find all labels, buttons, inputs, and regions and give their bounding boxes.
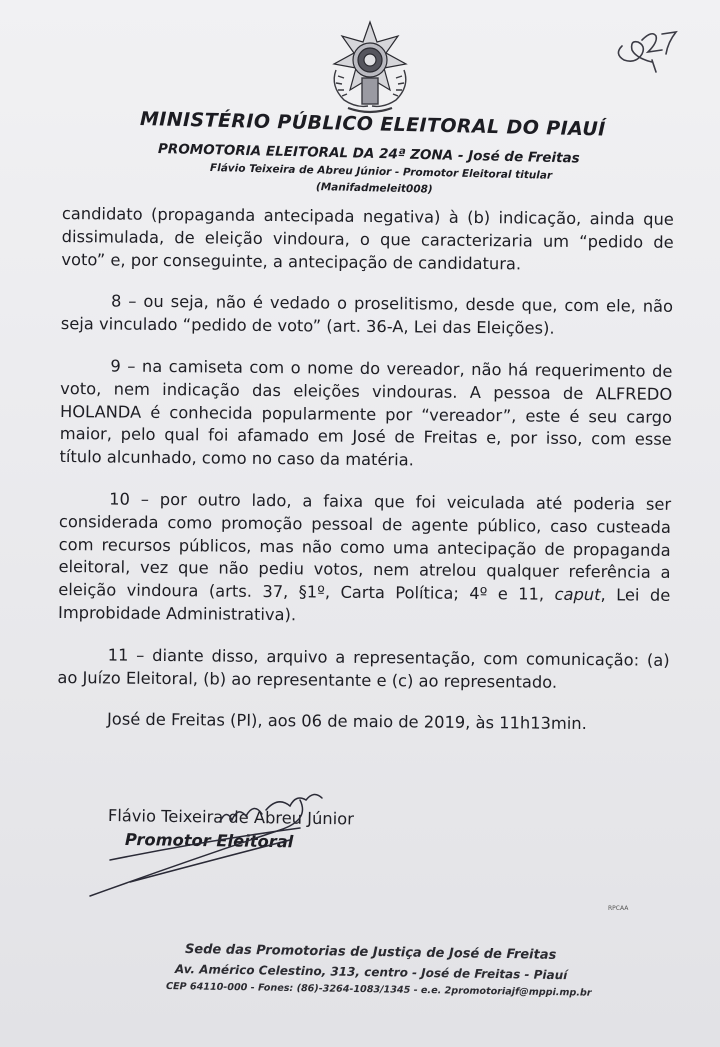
signatory-role: Promotor Eleitoral <box>124 830 294 852</box>
header-doc-code: (Manifadmeleit008) <box>315 181 433 196</box>
paragraph-10-text-a: 10 – por outro lado, a faixa que foi veiculada até poderia ser considerada como promoção pessoal de agente público, caso custeada com recursos públicos, mas não como uma antecipação de propaganda eleitoral, vez que não pediu votos, nem atrelou qualquer referência a eleição vindoura (arts. 37, §1º, Carta Política; 4º e 11, <box>58 489 672 604</box>
document-body <box>57 203 674 737</box>
margin-mark: RPCAA <box>608 905 629 912</box>
paragraph-10-caput: caput <box>554 584 601 605</box>
footer-line-3: CEP 64110-000 - Fones: (86)-3264-1083/1345 - e.e. 2promotoriajf@mppi.mp.br <box>165 981 592 999</box>
coat-of-arms-emblem <box>322 20 418 120</box>
footer-line-2: Av. Américo Celestino, 313, centro - José de Freitas - Piauí <box>174 962 568 983</box>
paragraph-9: 9 – na camiseta com o nome do vereador, não há requerimento de voto, nem indicação das eleições vindouras. A pessoa de ALFREDO HOLANDA é conhecida popularmente por “vereador”, este é seu cargo maior, pelo qual foi afamado em José de Freitas e, por isso, com esse título alcunhado, como no caso da matéria. <box>59 356 673 470</box>
header-subtitle-zone: PROMOTORIA ELEITORAL DA 24ª ZONA <box>157 141 454 164</box>
header-title: MINISTÉRIO PÚBLICO ELEITORAL DO PIAUÍ <box>139 108 606 141</box>
header-promotor: Flávio Teixeira de Abreu Júnior - Promotor Eleitoral titular <box>209 162 553 182</box>
paragraph-11: 11 – diante disso, arquivo a representação, com comunicação: (a) ao Juízo Eleitoral, (b) ao representante e (c) ao representado. <box>57 645 670 692</box>
paragraph-10 <box>58 488 671 631</box>
footer-line-1: Sede das Promotorias de Justiça de José de Freitas <box>184 942 557 963</box>
signatory-name: Flávio Teixeira de Abreu Júnior <box>107 806 354 829</box>
paragraph-10-text-b: , Lei de Improbidade Administrativa). <box>57 585 671 625</box>
paragraph-continuation: candidato (propaganda antecipada negativa) à (b) indicação, ainda que dissimulada, de eleição vindoura, o que caracterizaria um “pedido de voto” e, por conseguinte, a antecipação de candidatura. <box>61 203 674 274</box>
page-number-handwritten <box>612 24 692 74</box>
date-line: José de Freitas (PI), aos 06 de maio de 2019, às 11h13min. <box>106 709 587 734</box>
header-subtitle-city: - José de Freitas <box>453 147 580 167</box>
handwritten-signature <box>70 770 370 910</box>
paragraph-8: 8 – ou seja, não é vedado o proselitismo, desde que, com ele, não seja vinculado “pedido de voto” (art. 36-A, Lei das Eleições). <box>60 291 674 338</box>
